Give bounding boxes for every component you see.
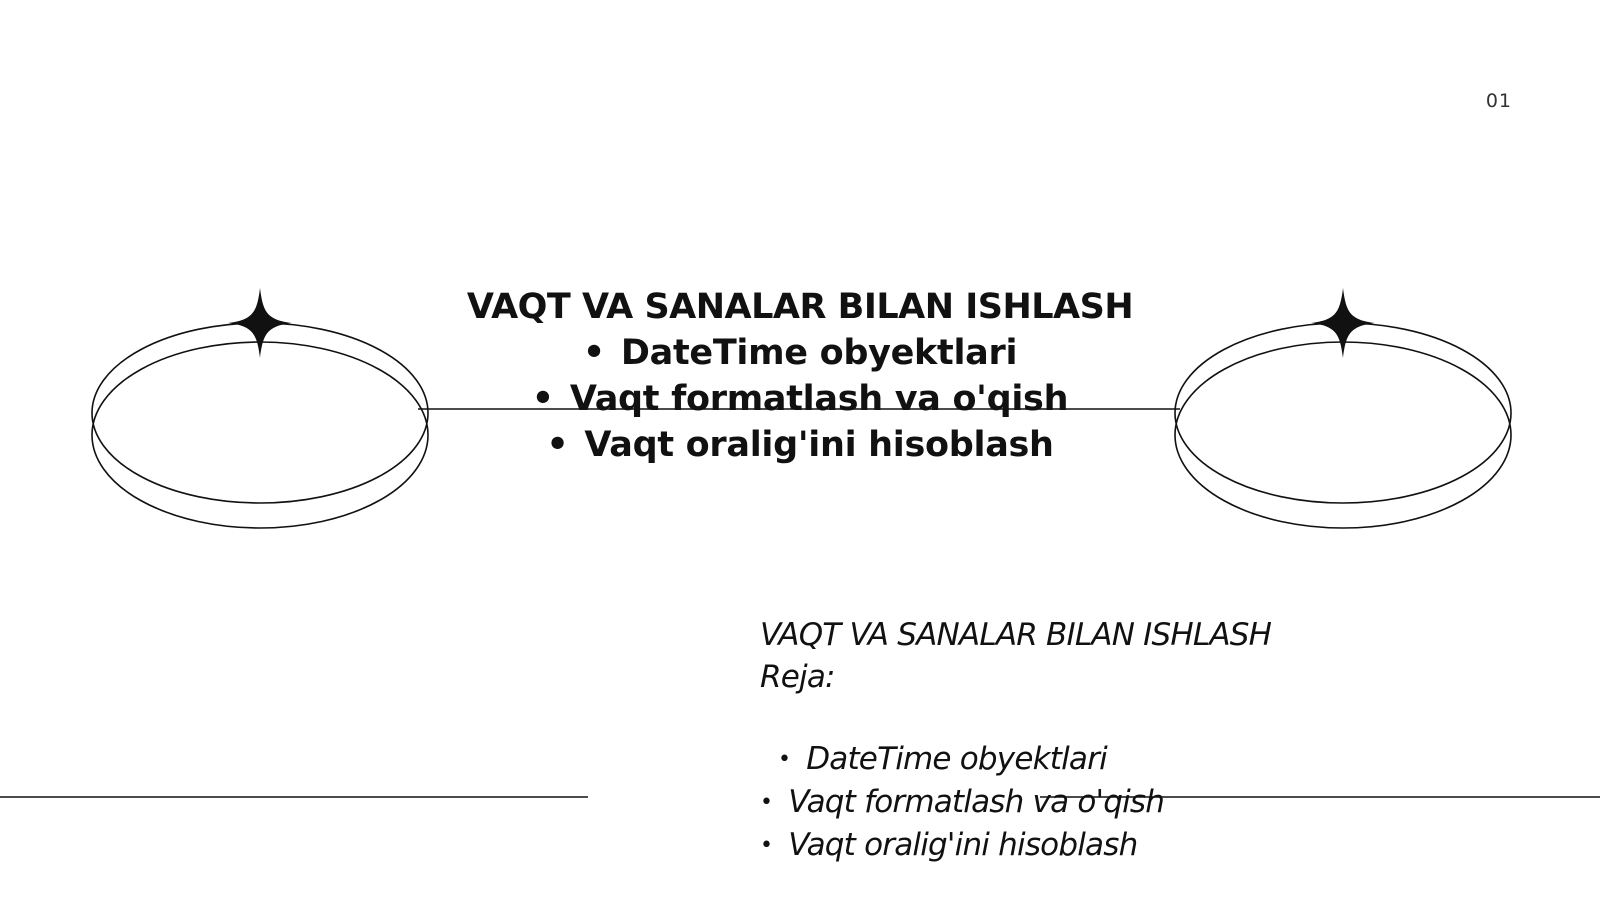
page-number: 01 bbox=[1485, 90, 1512, 112]
main-bullet-item bbox=[380, 422, 1220, 468]
four-point-star-icon bbox=[1311, 288, 1375, 358]
main-title-block bbox=[380, 284, 1220, 468]
bullet-icon: • bbox=[778, 747, 791, 772]
bullet-icon: • bbox=[531, 379, 554, 419]
bullet-icon: • bbox=[760, 833, 773, 858]
notes-bullet-text: Vaqt formatlash va o'qish bbox=[788, 784, 1165, 820]
bullet-icon: • bbox=[546, 425, 569, 465]
main-bullet-item bbox=[380, 330, 1220, 376]
notes-bullet-text: Vaqt oralig'ini hisoblash bbox=[788, 827, 1138, 863]
main-bullet-item bbox=[380, 376, 1220, 422]
notes-title: VAQT VA SANALAR BILAN ISHLASH bbox=[760, 617, 1272, 653]
notes-bullet-item bbox=[760, 824, 1460, 867]
notes-bullet-list bbox=[760, 738, 1460, 867]
main-bullet-text: Vaqt oralig'ini hisoblash bbox=[584, 425, 1054, 465]
notes-block bbox=[760, 614, 1460, 867]
notes-bullet-item bbox=[760, 781, 1460, 824]
main-bullet-list bbox=[380, 330, 1220, 468]
main-title: VAQT VA SANALAR BILAN ISHLASH bbox=[466, 287, 1134, 327]
main-bullet-text: DateTime obyektlari bbox=[620, 333, 1018, 373]
notes-spacer bbox=[760, 698, 1460, 738]
notes-subtitle: Reja: bbox=[760, 659, 835, 695]
notes-bullet-text: DateTime obyektlari bbox=[806, 741, 1107, 777]
notes-bullet-item bbox=[760, 738, 1460, 781]
bullet-icon: • bbox=[760, 790, 773, 815]
main-bullet-text: Vaqt formatlash va o'qish bbox=[569, 379, 1069, 419]
four-point-star-icon bbox=[228, 288, 292, 358]
bullet-icon: • bbox=[582, 333, 605, 373]
